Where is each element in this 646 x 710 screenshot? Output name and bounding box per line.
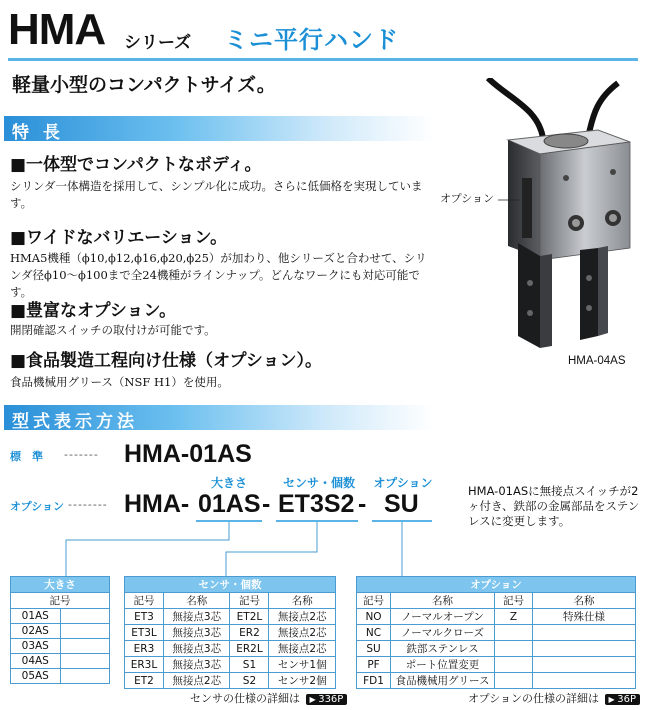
option-code-label: オプション <box>373 476 433 490</box>
sensor-label: センサ・個数 <box>282 476 355 490</box>
feature-text: 食品機械用グリース（NSF H1）を使用。 <box>10 375 229 389</box>
product-subtitle: ミニ平行ハンド <box>224 26 399 54</box>
table-row: NO ノーマルオープン Z 特殊仕様 <box>357 609 636 625</box>
photo-caption: HMA-04AS <box>568 355 626 367</box>
series-label: シリーズ <box>124 33 192 53</box>
feature-heading: ■ワイドなバリエーション。 <box>10 228 228 248</box>
option-footnote-text: オプションの仕様の詳細は <box>468 692 600 705</box>
dash: - <box>358 490 367 518</box>
size-code: 01AS <box>198 490 261 518</box>
table-row: 05AS <box>11 669 110 684</box>
table-row: ER3 無接点3芯 ER2L 無接点2芯 <box>125 641 336 657</box>
option-table-title: オプション <box>357 577 636 593</box>
model-note: HMA-01ASに無接点スイッチが2ヶ付き、鉄部の金属部品をステンレスに変更します。 <box>468 484 640 528</box>
size-table-col: 記号 <box>11 593 110 609</box>
option-footnote <box>468 690 640 706</box>
table-row: 04AS <box>11 654 110 669</box>
size-label: 大きさ <box>210 476 247 490</box>
feature-text: 開閉確認スイッチの取付けが可能です。 <box>10 323 216 337</box>
option-dots: -------- <box>68 498 108 511</box>
feature-heading: ■食品製造工程向け仕様（オプション）。 <box>10 351 323 371</box>
table-row: ET3L 無接点3芯 ER2 無接点2芯 <box>125 625 336 641</box>
table-row: SU 鉄部ステンレス <box>357 641 636 657</box>
feature-text: HMA5機種（ϕ10,ϕ12,ϕ16,ϕ20,ϕ25）が加わり、他シリーズと合わせて、シリンダ径ϕ10〜ϕ100まで全24機種がラインナップ。どんなワークにも対応可能です。 <box>10 251 427 299</box>
model-prefix: HMA- <box>124 490 190 518</box>
size-table <box>10 576 110 684</box>
option-page-ref[interactable]: ▶ 36P <box>605 694 640 705</box>
features-heading: 特 長 <box>12 123 64 143</box>
standard-dots: ------- <box>64 448 99 461</box>
table-row: ET3 無接点3芯 ET2L 無接点2芯 <box>125 609 336 625</box>
page-title: HMA <box>8 5 106 54</box>
option-code: SU <box>384 490 419 518</box>
dash: - <box>262 490 271 518</box>
feature-text: シリンダ一体構造を採用して、シンプル化に成功。さらに低価格を実現しています。 <box>10 179 423 210</box>
standard-model: HMA-01AS <box>124 440 252 468</box>
sensor-footnote <box>190 690 347 706</box>
table-row: 02AS <box>11 624 110 639</box>
table-row: NC ノーマルクローズ <box>357 625 636 641</box>
table-row: 03AS <box>11 639 110 654</box>
feature-heading: ■豊富なオプション。 <box>10 301 177 321</box>
size-table-title: 大きさ <box>11 577 110 593</box>
table-row: 01AS <box>11 609 110 624</box>
table-row: ER3L 無接点3芯 S1 センサ1個 <box>125 657 336 673</box>
feature-heading: ■一体型でコンパクトなボディ。 <box>10 155 262 175</box>
photo-option-label: オプション <box>440 192 495 205</box>
option-row-label: オプション <box>10 500 65 513</box>
model-heading: 型式表示方法 <box>12 412 138 432</box>
sensor-code: ET3S2 <box>278 490 355 518</box>
table-row: FD1 食品機械用グリース <box>357 673 636 689</box>
standard-label: 標 準 <box>10 450 43 463</box>
sensor-page-ref[interactable]: ▶ 336P <box>306 694 348 705</box>
option-table: オプション 記号 名称 記号 名称 NO ノーマルオープン Z 特殊仕様 NC ノーマルクローズ SU 鉄部ステンレス PF ポート位置変更 FD1 食品機械用グリース <box>356 576 636 689</box>
table-row: PF ポート位置変更 <box>357 657 636 673</box>
table-row: ET2 無接点2芯 S2 センサ2個 <box>125 673 336 689</box>
sensor-footnote-text: センサの仕様の詳細は <box>190 692 300 705</box>
sensor-table-title: センサ・個数 <box>125 577 336 593</box>
sensor-table: センサ・個数 記号 名称 記号 名称 ET3 無接点3芯 ET2L 無接点2芯 ET3L 無接点3芯 ER2 無接点2芯 ER3 無接点3芯 ER2L 無接点2芯 ER3L 無接点3芯 S1 センサ1個 ET2 無接点2芯 S2 センサ2個 <box>124 576 336 689</box>
tagline: 軽量小型のコンパクトサイズ。 <box>12 74 276 96</box>
